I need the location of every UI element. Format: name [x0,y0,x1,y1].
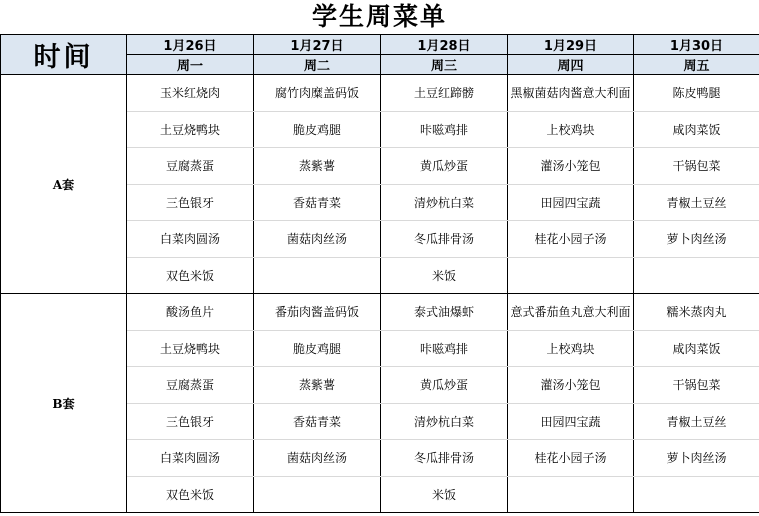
dish-cell: 田园四宝蔬 [508,184,634,221]
dish-cell: 三色银牙 [127,184,254,221]
weekday-header: 周五 [634,55,759,75]
dish-cell: 田园四宝蔬 [508,403,634,440]
dish-cell: 干锅包菜 [634,367,759,404]
dish-cell: 米饭 [381,476,508,513]
dish-cell: 米饭 [381,257,508,294]
dish-cell: 香菇青菜 [254,184,381,221]
dish-cell: 菌菇肉丝汤 [254,221,381,258]
dish-cell: 白菜肉圆汤 [127,221,254,258]
dish-cell: 香菇青菜 [254,403,381,440]
date-header: 1月27日 [254,35,381,55]
dish-cell: 番茄肉酱盖码饭 [254,294,381,331]
dish-cell: 菌菇肉丝汤 [254,440,381,477]
dish-cell: 豆腐蒸蛋 [127,148,254,185]
dish-cell: 脆皮鸡腿 [254,330,381,367]
dish-cell: 萝卜肉丝汤 [634,440,759,477]
dish-cell: 腐竹肉糜盖码饭 [254,75,381,112]
dish-cell: 黄瓜炒蛋 [381,367,508,404]
dish-cell: 灌汤小笼包 [508,148,634,185]
dish-cell: 青椒土豆丝 [634,184,759,221]
dish-cell: 冬瓜排骨汤 [381,221,508,258]
weekday-header: 周二 [254,55,381,75]
dish-cell: 上校鸡块 [508,330,634,367]
dish-cell: 蒸紫薯 [254,148,381,185]
dish-cell: 三色银牙 [127,403,254,440]
dish-cell: 豆腐蒸蛋 [127,367,254,404]
weekday-header: 周一 [127,55,254,75]
dish-cell: 土豆烧鸭块 [127,111,254,148]
dish-cell: 蒸紫薯 [254,367,381,404]
set-label: A套 [1,75,127,294]
dish-cell: 泰式油爆虾 [381,294,508,331]
date-header: 1月30日 [634,35,759,55]
menu-table-body [1,35,759,513]
dish-cell [254,257,381,294]
dish-cell [508,476,634,513]
dish-cell: 桂花小园子汤 [508,440,634,477]
dish-cell: 土豆烧鸭块 [127,330,254,367]
dish-cell: 清炒杭白菜 [381,403,508,440]
dish-cell: 双色米饭 [127,257,254,294]
dish-cell: 黑椒菌菇肉酱意大利面 [508,75,634,112]
date-header: 1月28日 [381,35,508,55]
header-date-row [1,35,759,55]
dish-cell: 黄瓜炒蛋 [381,148,508,185]
dish-cell: 白菜肉圆汤 [127,440,254,477]
dish-cell [508,257,634,294]
dish-cell: 咔嗞鸡排 [381,330,508,367]
dish-cell: 灌汤小笼包 [508,367,634,404]
dish-cell: 陈皮鸭腿 [634,75,759,112]
dish-cell: 酸汤鱼片 [127,294,254,331]
dish-cell: 意式番茄鱼丸意大利面 [508,294,634,331]
weekday-header: 周三 [381,55,508,75]
dish-cell: 糯米蒸肉丸 [634,294,759,331]
date-header: 1月29日 [508,35,634,55]
dish-cell: 上校鸡块 [508,111,634,148]
dish-cell: 咔嗞鸡排 [381,111,508,148]
dish-cell: 玉米红烧肉 [127,75,254,112]
weekly-menu-table [0,34,759,513]
dish-cell [634,476,759,513]
dish-cell: 脆皮鸡腿 [254,111,381,148]
dish-cell: 咸肉菜饭 [634,111,759,148]
dish-cell: 咸肉菜饭 [634,330,759,367]
dish-cell [634,257,759,294]
dish-cell: 青椒土豆丝 [634,403,759,440]
dish-cell: 冬瓜排骨汤 [381,440,508,477]
menu-title: 学生周菜单 [311,2,447,31]
dish-cell: 干锅包菜 [634,148,759,185]
dish-cell: 清炒杭白菜 [381,184,508,221]
dish-cell [254,476,381,513]
weekday-header: 周四 [508,55,634,75]
set-label: B套 [1,294,127,513]
dish-cell: 桂花小园子汤 [508,221,634,258]
dish-cell: 土豆红蹄髈 [381,75,508,112]
dish-cell: 双色米饭 [127,476,254,513]
time-header: 时间 [1,35,127,75]
menu-row [1,75,759,112]
date-header: 1月26日 [127,35,254,55]
menu-row [1,294,759,331]
dish-cell: 萝卜肉丝汤 [634,221,759,258]
